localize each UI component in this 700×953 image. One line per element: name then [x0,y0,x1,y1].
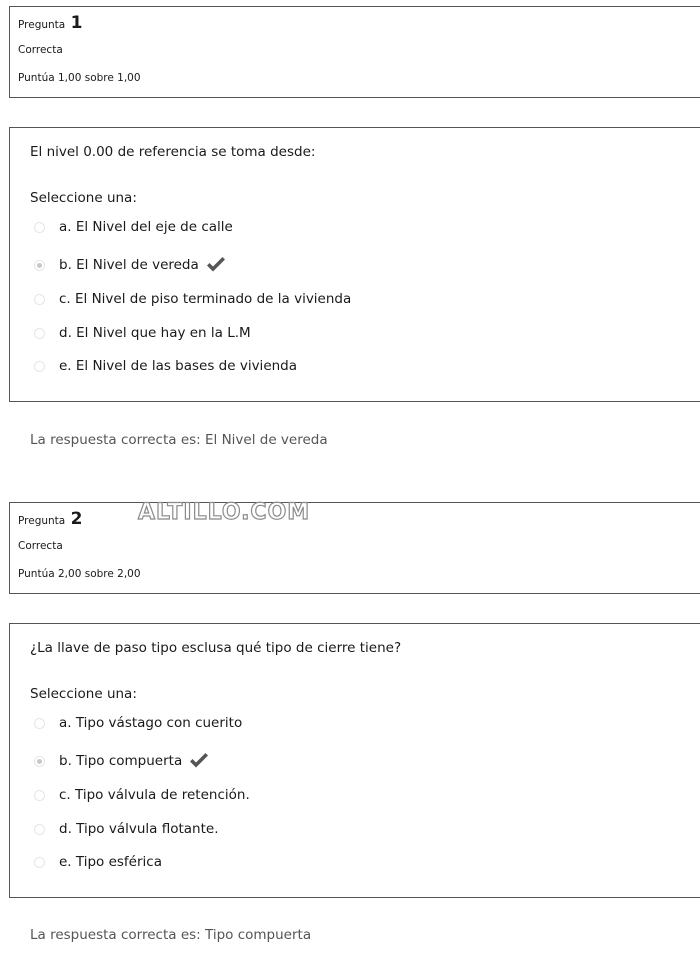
radio-button[interactable] [34,718,45,729]
question-1-option-d[interactable] [34,322,251,344]
option-label: a. Tipo vástago con cuerito [59,715,243,731]
question-2-status: Correcta [18,540,63,552]
question-2-feedback: La respuesta correcta es: Tipo compuerta [30,927,312,943]
radio-button[interactable] [34,857,45,868]
radio-button-selected[interactable] [34,756,45,767]
question-1-text: El nivel 0.00 de referencia se toma desde: [30,144,316,160]
checkmark-icon [188,752,210,770]
option-label: a. El Nivel del eje de calle [59,219,233,235]
question-1-label: Pregunta [18,19,66,31]
option-label: b. Tipo compuerta [59,753,183,769]
question-2-option-c[interactable] [34,784,250,806]
question-1-option-a[interactable] [34,216,233,238]
question-1-option-c[interactable] [34,288,351,310]
radio-button[interactable] [34,790,45,801]
radio-button[interactable] [34,361,45,372]
radio-button[interactable] [34,294,45,305]
question-1-heading [18,13,82,33]
question-2-option-e[interactable] [34,851,162,873]
radio-button[interactable] [34,222,45,233]
question-1-prompt: Seleccione una: [30,190,137,206]
question-1-option-e[interactable] [34,355,297,377]
option-label: e. Tipo esférica [59,854,162,870]
question-2-option-a[interactable] [34,712,242,734]
option-label: c. Tipo válvula de retención. [59,787,250,803]
radio-button-selected[interactable] [34,260,45,271]
question-2-info [9,502,700,594]
question-1-score: Puntúa 1,00 sobre 1,00 [18,72,141,84]
question-2-option-d[interactable] [34,818,219,840]
radio-button[interactable] [34,328,45,339]
question-1-info [9,6,700,98]
watermark: ALTILLO.COM [138,500,311,525]
question-2-number: 2 [70,509,83,529]
question-2-score: Puntúa 2,00 sobre 2,00 [18,568,141,580]
question-2-option-b[interactable] [34,750,210,772]
option-label: c. El Nivel de piso terminado de la vivienda [59,291,352,307]
question-2-text: ¿La llave de paso tipo esclusa qué tipo de cierre tiene? [30,640,402,656]
question-2-heading [18,509,82,529]
option-label: d. Tipo válvula flotante. [59,821,219,837]
question-1-number: 1 [70,13,83,33]
question-1-feedback: La respuesta correcta es: El Nivel de vereda [30,432,328,448]
question-2-prompt: Seleccione una: [30,686,137,702]
question-2-label: Pregunta [18,515,66,527]
checkmark-icon [205,256,227,274]
question-2-content [9,623,700,898]
option-label: b. El Nivel de vereda [59,257,199,273]
radio-button[interactable] [34,824,45,835]
option-label: e. El Nivel de las bases de vivienda [59,358,298,374]
question-1-content [9,127,700,402]
option-label: d. El Nivel que hay en la L.M [59,325,251,341]
question-1-option-b[interactable] [34,254,227,276]
question-1-status: Correcta [18,44,63,56]
